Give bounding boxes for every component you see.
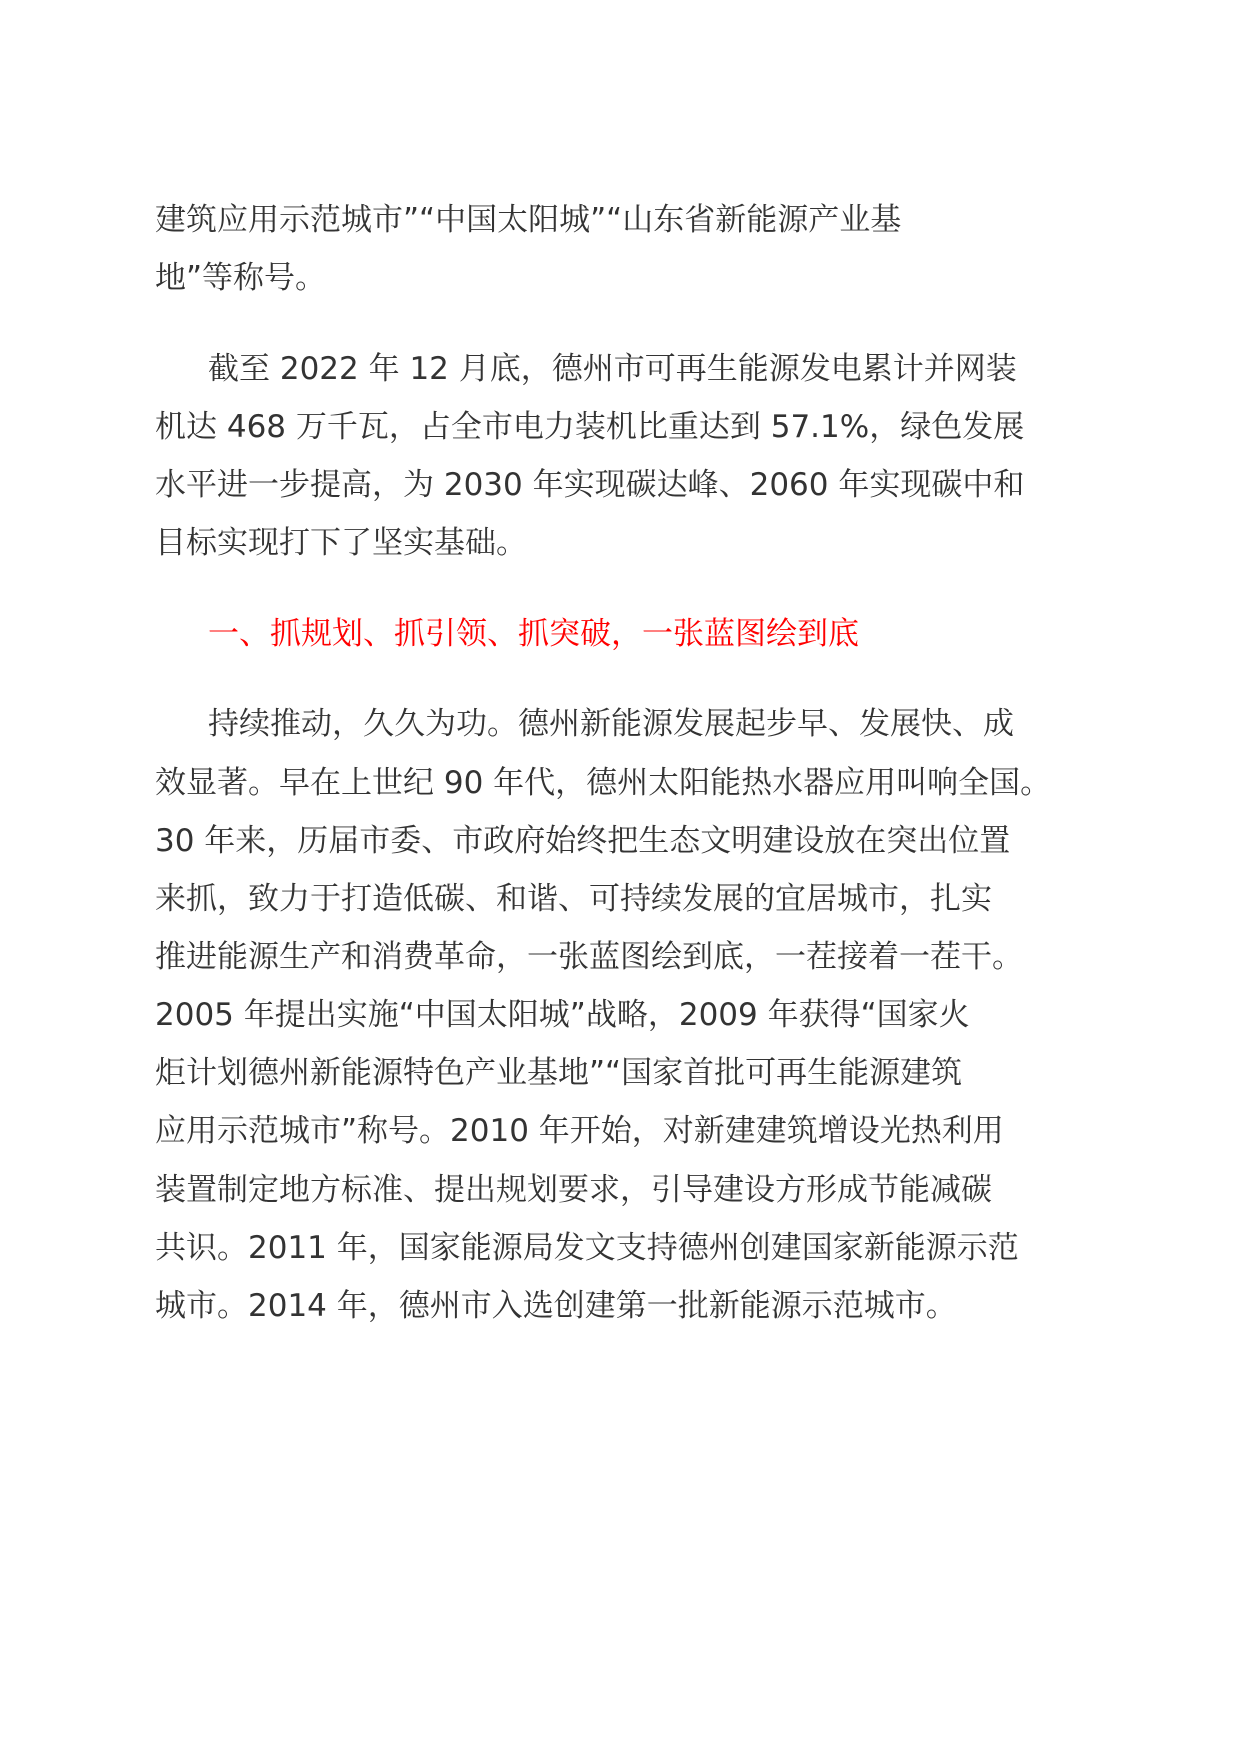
- paragraph-2-line-4: 目标实现打下了坚实基础。: [155, 525, 527, 561]
- paragraph-3-line-3: 30 年来，历届市委、市政府始终把生态文明建设放在突出位置: [155, 823, 1011, 859]
- paragraph-2-line-2: 机达 468 万千瓦，占全市电力装机比重达到 57.1%，绿色发展: [155, 409, 1025, 445]
- paragraph-3-line-10: 共识。2011 年，国家能源局发文支持德州创建国家新能源示范: [155, 1230, 1019, 1266]
- paragraph-3-line-5: 推进能源生产和消费革命，一张蓝图绘到底，一茬接着一茬干。: [155, 939, 1023, 975]
- paragraph-3-line-6: 2005 年提出实施“中国太阳城”战略，2009 年获得“国家火: [155, 997, 970, 1033]
- paragraph-3-line-9: 装置制定地方标准、提出规划要求，引导建设方形成节能减碳: [155, 1172, 992, 1208]
- paragraph-3-line-4: 来抓，致力于打造低碳、和谐、可持续发展的宜居城市，扎实: [155, 881, 992, 917]
- paragraph-1-line-1: 建筑应用示范城市”“中国太阳城”“山东省新能源产业基: [155, 202, 902, 238]
- paragraph-1-line-2: 地”等称号。: [155, 260, 327, 296]
- paragraph-3-line-11: 城市。2014 年，德州市入选创建第一批新能源示范城市。: [155, 1288, 957, 1324]
- paragraph-3-line-1: 持续推动，久久为功。德州新能源发展起步早、发展快、成: [208, 706, 1014, 742]
- paragraph-3-line-7: 炬计划德州新能源特色产业基地”“国家首批可再生能源建筑: [155, 1055, 963, 1091]
- paragraph-2-line-3: 水平进一步提高，为 2030 年实现碳达峰、2060 年实现碳中和: [155, 467, 1025, 503]
- paragraph-2-line-1: 截至 2022 年 12 月底，德州市可再生能源发电累计并网装: [208, 351, 1017, 387]
- section-heading: 一、抓规划、抓引领、抓突破，一张蓝图绘到底: [208, 616, 859, 652]
- paragraph-3-line-8: 应用示范城市”称号。2010 年开始，对新建建筑增设光热利用: [155, 1113, 1004, 1149]
- paragraph-3-line-2: 效显著。早在上世纪 90 年代，德州太阳能热水器应用叫响全国。: [155, 765, 1052, 801]
